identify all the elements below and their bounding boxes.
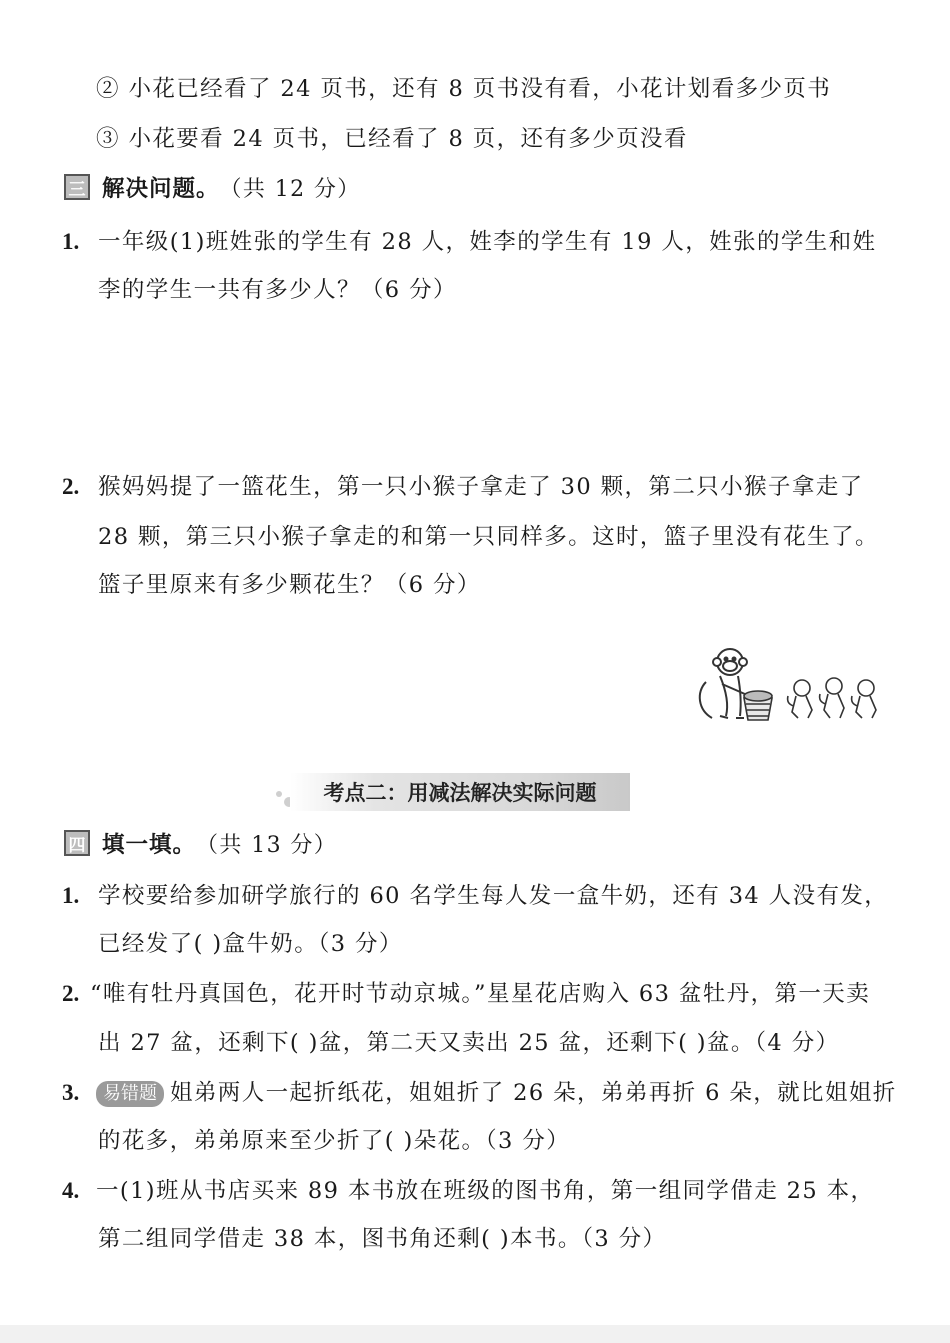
s4-q4-line2: 第二组同学借走 38 本，图书角还剩( )本书。（3 分） (98, 1226, 667, 1252)
s3-q2-line1: 猴妈妈提了一篮花生，第一只小猴子拿走了 30 颗，第二只小猴子拿走了 (98, 474, 864, 500)
peanut-basket-icon (744, 691, 772, 720)
section-3-heading (64, 170, 361, 204)
s4-q2-line1: “唯有牡丹真国色，花开时节动京城。”星星花店购入 63 盆牡丹，第一天卖 (90, 981, 871, 1007)
s4-q1-number: 1. (62, 883, 80, 908)
s3-q1-line2: 李的学生一共有多少人？（6 分） (98, 277, 457, 303)
prev-item-3: ③ 小花要看 24 页书，已经看了 8 页，还有多少页没看 (96, 126, 688, 152)
section-4-heading (64, 826, 337, 860)
s4-q2-line2: 出 27 盆，还剩下( )盆，第二天又卖出 25 盆，还剩下( )盆。（4 分） (98, 1030, 840, 1056)
prev-item-2: ② 小花已经看了 24 页书，还有 8 页书没有看，小花计划看多少页书 (96, 76, 832, 102)
s4-q3-number: 3. (62, 1080, 80, 1105)
monkeys-illustration (690, 640, 890, 726)
s4-q2-number: 2. (62, 981, 80, 1006)
s4-q3-line2: 的花多，弟弟原来至少折了( )朵花。（3 分） (98, 1128, 571, 1154)
page-bottom-band (0, 1325, 950, 1343)
topic-banner (290, 773, 630, 811)
s3-q2-line3: 篮子里原来有多少颗花生？（6 分） (98, 572, 481, 598)
s3-q1-line1: 一年级(1)班姓张的学生有 28 人，姓李的学生有 19 人，姓张的学生和姓 (98, 229, 877, 255)
error-prone-tag: 易错题 (96, 1081, 164, 1107)
baby-monkey-icon (788, 680, 812, 718)
section-4-title: 填一填。 (102, 832, 197, 858)
section-3-title: 解决问题。 (102, 176, 220, 202)
section-4-badge: 四 (64, 830, 90, 856)
s4-q3-line1-text: 姐弟两人一起折纸花，姐姐折了 26 朵，弟弟再折 6 朵，就比姐姐折 (170, 1080, 897, 1106)
s4-q3-line1 (96, 1078, 897, 1108)
topic-decor-dot (276, 791, 282, 797)
topic-title: 考点二：用减法解决实际问题 (323, 781, 597, 805)
s4-q4-line1: 一(1)班从书店买来 89 本书放在班级的图书角，第一组同学借走 25 本， (96, 1178, 875, 1204)
s3-q2-line2: 28 颗，第三只小猴子拿走的和第一只同样多。这时，篮子里没有花生了。 (98, 524, 879, 550)
s3-q1-number: 1. (62, 229, 80, 254)
section-3-score: （共 12 分） (219, 176, 361, 202)
section-4-score: （共 13 分） (196, 832, 338, 858)
s4-q1-line1: 学校要给参加研学旅行的 60 名学生每人发一盒牛奶，还有 34 人没有发， (98, 883, 889, 909)
s3-q2-number: 2. (62, 474, 80, 499)
baby-monkey-icon (820, 678, 844, 718)
section-3-badge: 三 (64, 174, 90, 200)
s4-q4-number: 4. (62, 1178, 80, 1203)
s4-q1-line2: 已经发了( )盒牛奶。（3 分） (98, 931, 403, 957)
baby-monkey-icon (852, 680, 876, 718)
